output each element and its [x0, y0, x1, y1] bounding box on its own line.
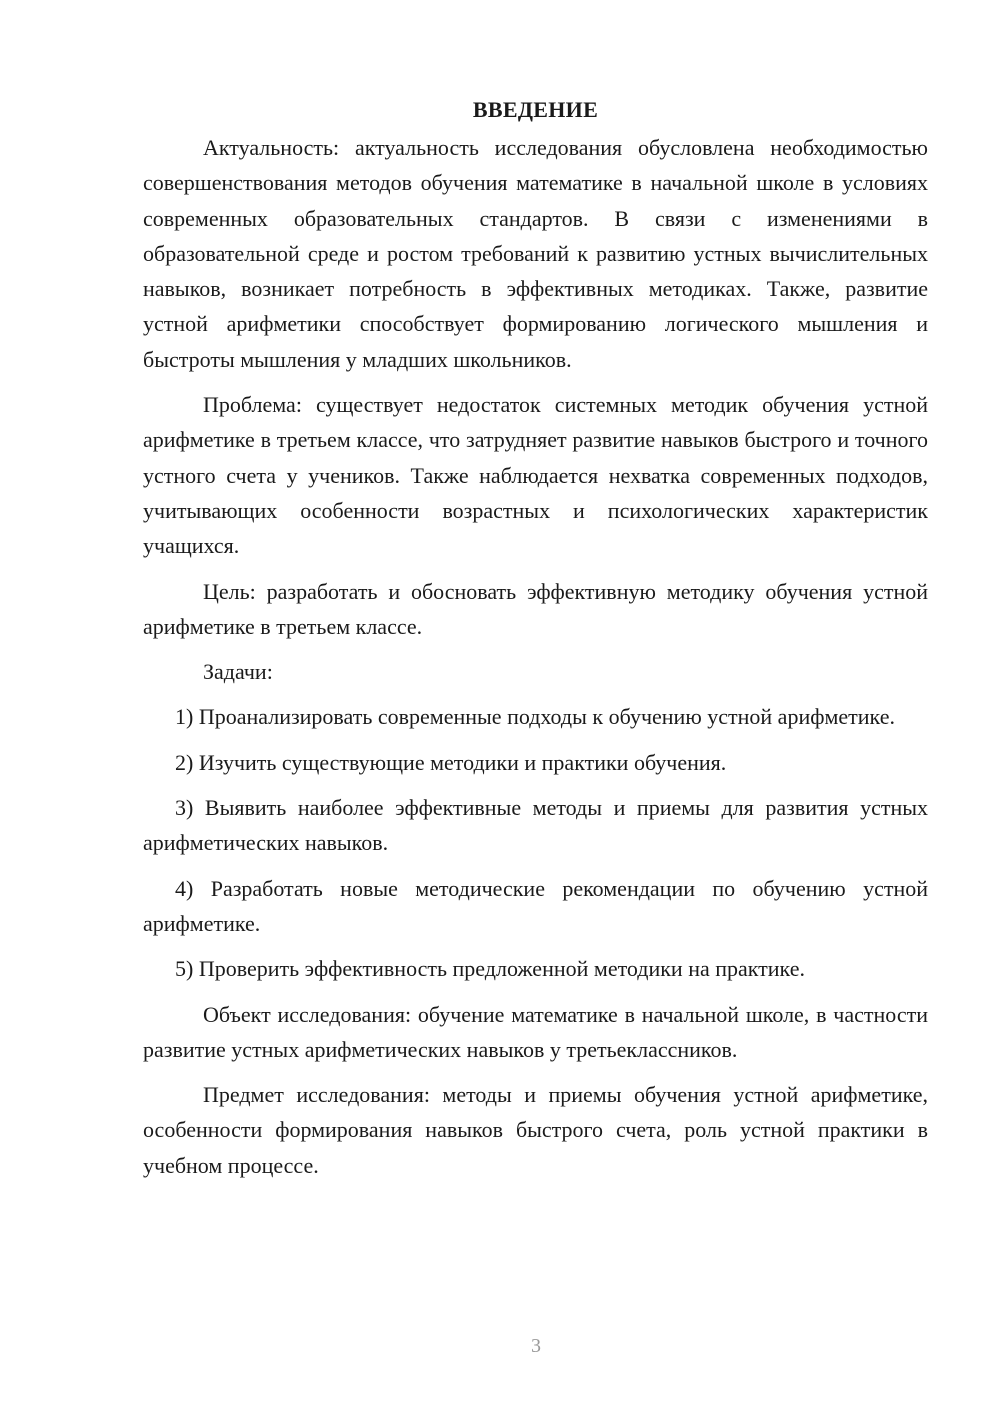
- relevance-paragraph: Актуальность: актуальность исследования обусловлена необходимостью совершенствования методов обучения математике в начальной школе в условиях современных образовательных стандартов. В связи с изменениями в образовательной среде и ростом требований к развитию устных вычислительных навыков, возникает потребность в эффективных методиках. Также, развитие устной арифметики способствует формированию логического мышления и быстроты мышления у младших школьников.: [143, 135, 928, 372]
- task-item: 3) Выявить наиболее эффективные методы и приемы для развития устных арифметических навыков.: [143, 795, 928, 856]
- section-title: ВВЕДЕНИЕ: [472, 97, 599, 122]
- page-content: [143, 92, 928, 1193]
- task-item: 1) Проанализировать современные подходы к обучению устной арифметике.: [175, 704, 895, 730]
- problem-paragraph: Проблема: существует недостаток системных методик обучения устной арифметике в третьем классе, что затрудняет развитие навыков быстрого и точного устного счета у учеников. Также наблюдается нехватка современных подходов, учитывающих особенности возрастных и психологических характеристик учащихся.: [143, 392, 928, 559]
- object-paragraph: Объект исследования: обучение математике в начальной школе, в частности развитие устных арифметических навыков у третьеклассников.: [143, 1001, 928, 1062]
- task-item: 4) Разработать новые методические рекомендации по обучению устной арифметике.: [143, 875, 928, 936]
- goal-paragraph: Цель: разработать и обосновать эффективную методику обучения устной арифметике в третьем классе.: [143, 578, 928, 639]
- task-item: 2) Изучить существующие методики и практики обучения.: [175, 749, 727, 775]
- task-item: 5) Проверить эффективность предложенной методики на практике.: [175, 956, 805, 982]
- page-number: 3: [531, 1335, 541, 1357]
- subject-paragraph: Предмет исследования: методы и приемы обучения устной арифметике, особенности формирования навыков быстрого счета, роль устной практики в учебном процессе.: [143, 1082, 928, 1178]
- tasks-heading: Задачи:: [203, 659, 273, 685]
